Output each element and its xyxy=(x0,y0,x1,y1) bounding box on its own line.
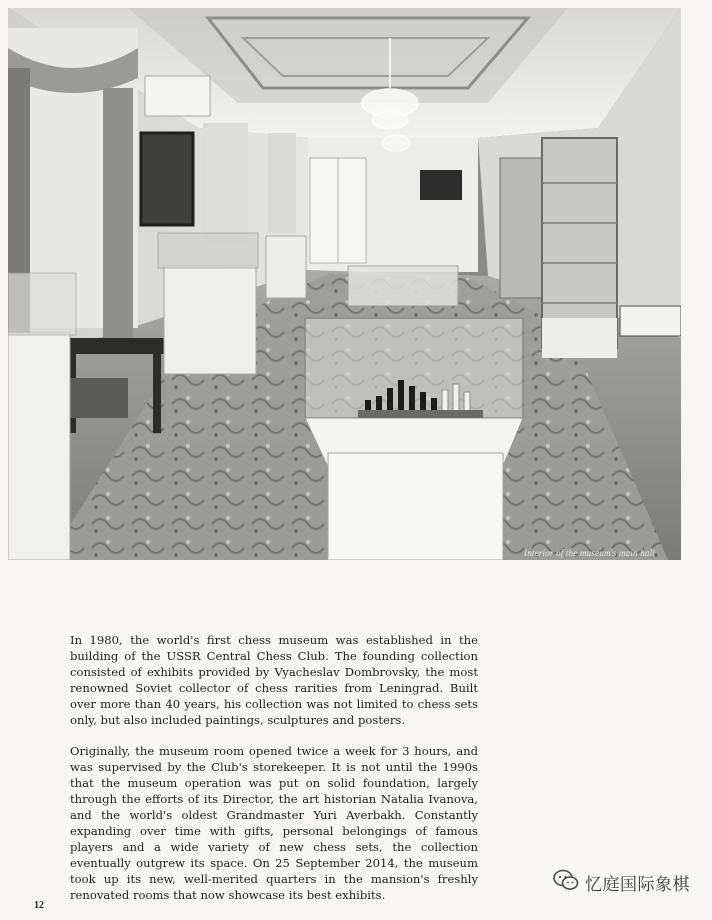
museum-hall-photo xyxy=(8,8,681,560)
wechat-icon xyxy=(553,869,579,895)
watermark-text: 忆庭国际象棋 xyxy=(585,874,690,895)
page-number: 12 xyxy=(34,900,44,911)
watermark xyxy=(553,869,690,895)
photo-caption: Interior of the museum's main hall xyxy=(524,548,655,558)
paragraph-history: In 1980, the world's first chess museum was established in the building of the USSR Central Chess Club. The founding collection consisted of exhibits provided by Vyacheslav Dombrovsky, the most renowned Soviet collector of chess rarities from Leningrad. Built over more than 40 years, his collection was not limited to chess sets only, but also included paintings, sculptures and posters. xyxy=(70,633,478,727)
article-body xyxy=(70,633,478,920)
photo-illustration xyxy=(8,8,681,560)
paragraph-development: Originally, the museum room opened twice a week for 3 hours, and was supervised by the Club's storekeeper. It is not until the 1990s that the museum operation was put on solid foundation, largely through the efforts of its Director, the art historian Natalia Ivanova, and the world's oldest Grandmaster Yuri Averbakh. Constantly expanding over time with gifts, personal belongings of famous players and a wide variety of new chess sets, the collection eventually outgrew its space. On 25 September 2014, the museum took up its new, well-merited quarters in the mansion's freshly renovated rooms that now showcase its best exhibits. xyxy=(70,744,478,902)
